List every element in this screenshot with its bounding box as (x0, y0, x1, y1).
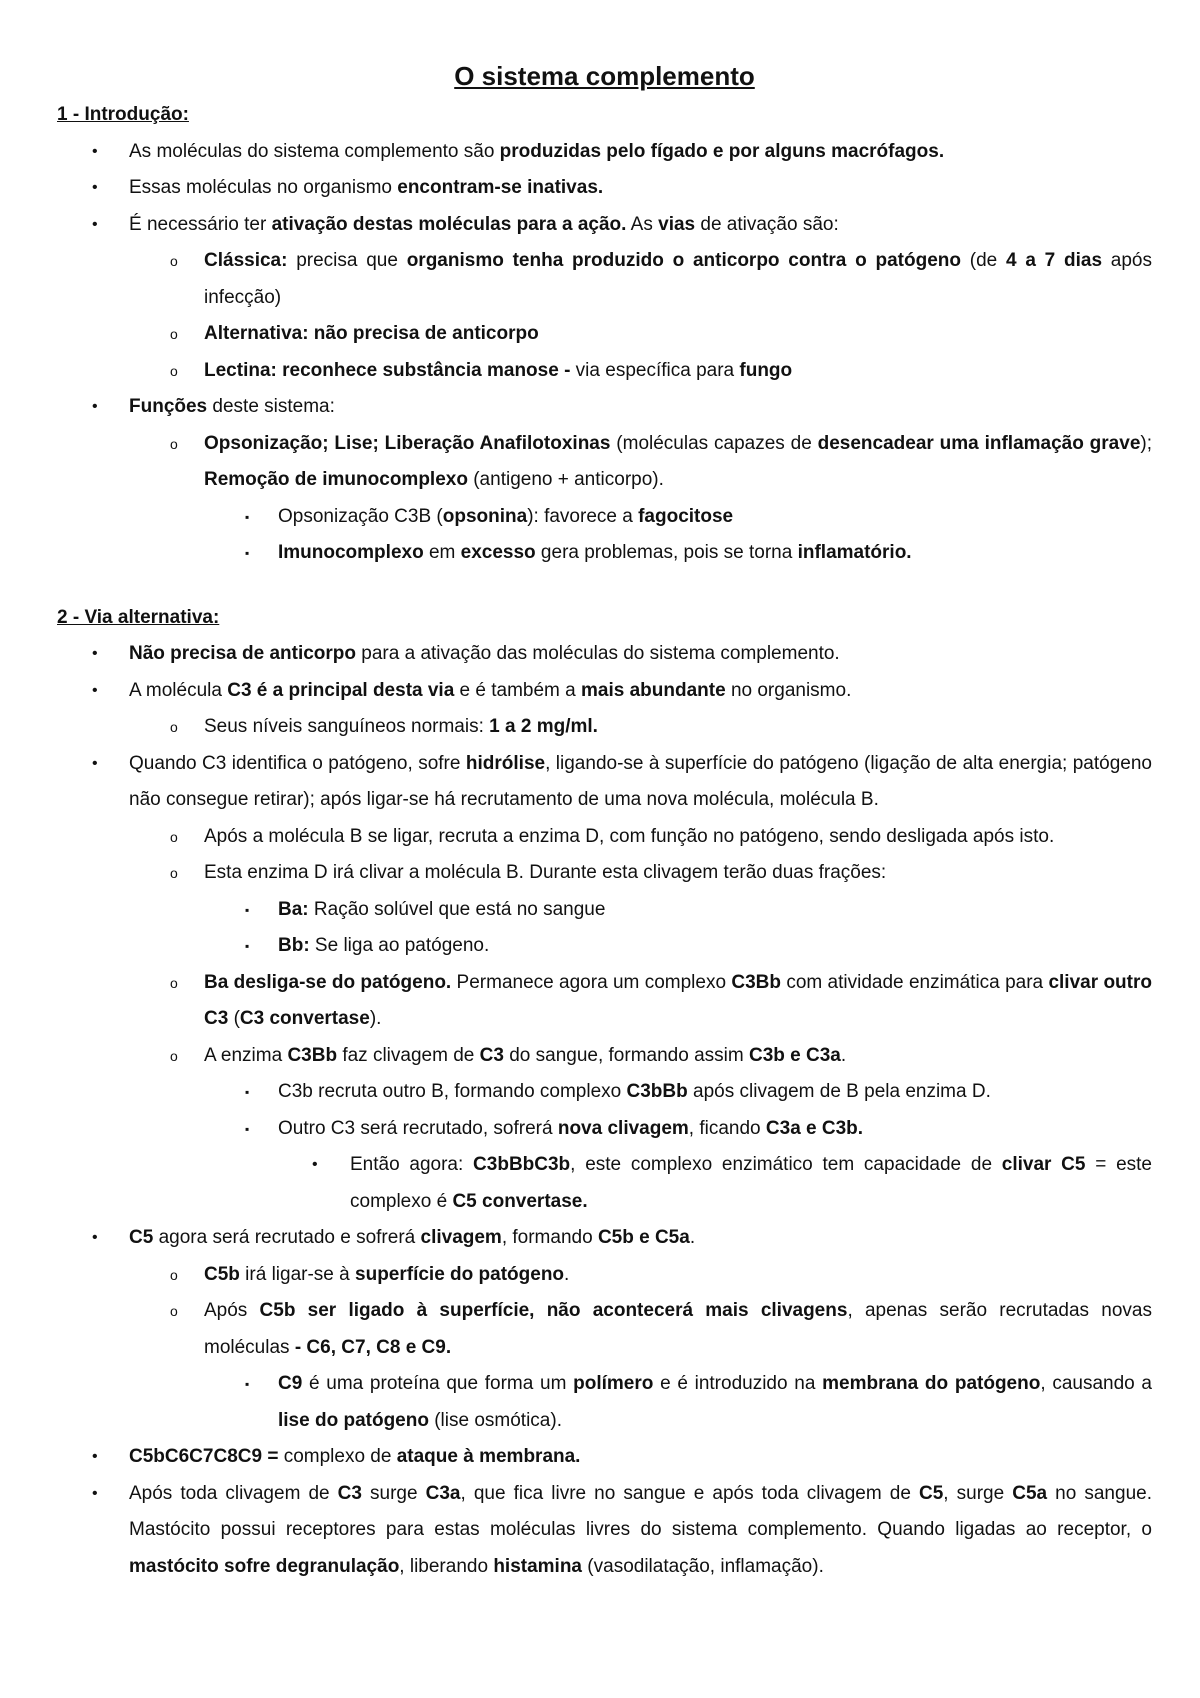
list-marker: • (92, 1229, 98, 1246)
bold-text: Funções (129, 396, 208, 417)
bold-text: 1 a 2 mg/ml. (489, 716, 598, 737)
bold-text: C3Bb (287, 1044, 338, 1066)
list-item (57, 855, 1152, 892)
text: deste sistema: (207, 396, 335, 417)
section-1 (57, 97, 1152, 572)
bold-text: C3bBb (626, 1081, 688, 1102)
text: Após toda clivagem de (129, 1482, 338, 1504)
bold-text: Alternativa: não precisa de anticorpo (204, 323, 539, 344)
bold-text: ataque à membrana. (396, 1446, 581, 1467)
text: e é introduzido na (653, 1373, 823, 1394)
text: , ficando (688, 1117, 766, 1139)
text: Se liga ao patógeno. (309, 935, 490, 956)
text: (antigeno + anticorpo). (467, 469, 664, 490)
text: = este complexo é (350, 1154, 1152, 1212)
bold-text: fungo (739, 359, 793, 381)
list-item (57, 892, 1152, 929)
text: complexo de (278, 1446, 397, 1467)
list-marker: o (170, 1047, 178, 1064)
list-marker: • (92, 754, 98, 772)
bold-text: C5b (204, 1263, 240, 1285)
bold-text: C5 (129, 1227, 154, 1248)
text: As (626, 213, 659, 235)
text: , que fica livre no sangue e após toda clivagem de (460, 1482, 919, 1504)
bold-text: C3a (425, 1482, 461, 1504)
text: Opsonização C3B ( (278, 505, 443, 527)
list-item (57, 1293, 1152, 1366)
list-marker: ▪ (245, 1085, 250, 1099)
bold-text: Bb: (278, 935, 310, 956)
list-item (57, 243, 1152, 316)
list-marker: o (170, 435, 178, 452)
text: ). (369, 1008, 382, 1029)
list-item (57, 928, 1152, 965)
bold-text: Opsonização; Lise; Liberação Anafilotoxinas (204, 432, 611, 454)
bold-text: C5 (918, 1482, 944, 1504)
bold-text: fagocitose (638, 505, 734, 527)
list-item (57, 1038, 1152, 1075)
bold-text: superfície do patógeno (355, 1263, 565, 1285)
text: , ligando-se à superfície do patógeno (ligação de alta energia; patógeno não consegue retirar); após ligar-se há recrutamento de uma nova molécula, molécula B. (129, 752, 1152, 810)
text: Quando C3 identifica o patógeno, sofre (129, 752, 466, 774)
list-marker: o (170, 974, 178, 991)
text: , apenas serão recrutadas novas moléculas (204, 1300, 1152, 1358)
list-item (57, 207, 1152, 244)
list-marker: • (92, 215, 98, 233)
text: de ativação são: (695, 213, 839, 235)
section-heading: 1 - Introdução: (57, 104, 189, 125)
list-marker: ▪ (245, 546, 250, 560)
bold-text: ativação destas moléculas para a ação. (271, 213, 627, 235)
bold-text: 4 a 7 dias (1006, 250, 1103, 271)
text: (moléculas capazes de (610, 432, 818, 454)
section-spacer (57, 572, 1152, 600)
list-marker: • (92, 142, 98, 160)
text: A enzima (204, 1044, 288, 1066)
list-item (57, 1074, 1152, 1111)
bullet-list (57, 134, 1152, 572)
text: C3b recruta outro B, formando complexo (278, 1081, 627, 1102)
list-item (57, 965, 1152, 1038)
text: irá ligar-se à (239, 1263, 356, 1285)
list-marker: o (170, 1266, 178, 1283)
text: Esta enzima D irá clivar a molécula B. Durante esta clivagem terão duas frações: (204, 862, 887, 883)
bold-text: C3Bb (731, 971, 781, 993)
bold-text: C5bC6C7C8C9 = (129, 1446, 279, 1467)
bold-text: Não precisa de anticorpo (129, 643, 357, 664)
bold-text: Lectina: reconhece substância manose - (204, 359, 571, 381)
list-item (57, 535, 1152, 572)
bold-text: vias (658, 213, 696, 235)
bold-text: membrana do patógeno (822, 1373, 1041, 1394)
bold-text: Ba desliga-se do patógeno. (204, 971, 452, 993)
list-marker: o (170, 828, 178, 845)
text: É necessário ter (129, 213, 272, 235)
bold-text: Remoção de imunocomplexo (204, 469, 468, 490)
text: precisa que (287, 250, 407, 271)
bold-text: C3 (479, 1044, 504, 1066)
list-marker: o (170, 326, 178, 342)
bold-text: C3 convertase (239, 1008, 370, 1029)
list-item (57, 1257, 1152, 1294)
document-body (57, 97, 1152, 1585)
list-item (57, 746, 1152, 819)
list-item (57, 1111, 1152, 1148)
list-marker: • (92, 681, 98, 699)
bold-text: Imunocomplexo (278, 542, 424, 563)
text: , este complexo enzimático tem capacidade de (570, 1154, 1002, 1175)
text: A molécula (129, 679, 228, 701)
list-item (57, 1147, 1152, 1220)
text: . (689, 1227, 696, 1248)
text: Ração solúvel que está no sangue (308, 898, 606, 920)
bold-text: C3bBbC3b (473, 1154, 571, 1175)
document-title: O sistema complemento (454, 61, 755, 91)
text: Permanece agora um complexo (451, 971, 732, 993)
list-item (57, 709, 1152, 746)
text: e é também a (454, 679, 582, 701)
section-heading: 2 - Via alternativa: (57, 606, 220, 628)
section-2 (57, 600, 1152, 1586)
list-item (57, 353, 1152, 390)
text: , liberando (399, 1555, 494, 1577)
bold-text: clivagem (420, 1227, 502, 1248)
bold-text: organismo tenha produzido o anticorpo contra o patógeno (406, 250, 961, 271)
text: ( (228, 1008, 240, 1029)
list-item (57, 1366, 1152, 1439)
text: (lise osmótica). (428, 1409, 562, 1431)
text: Então agora: (350, 1154, 474, 1175)
list-marker: • (312, 1156, 318, 1173)
list-marker: o (170, 1303, 178, 1319)
text: com atividade enzimática para (780, 971, 1049, 993)
text: . (840, 1044, 847, 1066)
text: Outro C3 será recrutado, sofrerá (278, 1117, 558, 1139)
text: Essas moléculas no organismo (129, 177, 398, 198)
text: faz clivagem de (337, 1044, 480, 1066)
text: Seus níveis sanguíneos normais: (204, 716, 490, 737)
list-item (57, 170, 1152, 207)
bold-text: C5 convertase. (452, 1190, 588, 1212)
bold-text: clivar outro C3 (204, 971, 1152, 1029)
bold-text: C5b ser ligado à superfície, não acontecerá mais clivagens (259, 1300, 848, 1321)
bold-text: Clássica: (204, 250, 288, 271)
bold-text: inflamatório. (797, 542, 912, 563)
list-item (57, 499, 1152, 536)
text: no organismo. (725, 679, 852, 701)
list-item (57, 316, 1152, 353)
list-marker: ▪ (245, 509, 250, 524)
text: agora será recrutado e sofrerá (153, 1227, 421, 1248)
text: gera problemas, pois se torna (535, 542, 798, 563)
text: , surge (943, 1482, 1013, 1504)
list-marker: • (92, 179, 98, 196)
bold-text: polímero (573, 1373, 654, 1394)
list-marker: • (92, 398, 98, 415)
text: em (423, 542, 461, 563)
list-item (57, 426, 1152, 499)
bold-text: mastócito sofre degranulação (129, 1555, 400, 1577)
text: ); (1140, 432, 1152, 454)
bold-text: desencadear uma inflamação grave (817, 432, 1141, 454)
list-item (57, 673, 1152, 710)
text: para a ativação das moléculas do sistema complemento. (356, 643, 840, 664)
bold-text: mais abundante (581, 679, 726, 701)
text: (de (961, 250, 1006, 271)
list-item (57, 1439, 1152, 1476)
bold-text: Ba: (278, 898, 309, 920)
bold-text: - C6, C7, C8 e C9. (294, 1336, 452, 1358)
text: , causando a (1040, 1373, 1152, 1394)
bold-text: C3a e C3b. (765, 1117, 864, 1139)
bold-text: lise do patógeno (278, 1409, 429, 1431)
list-marker: ▪ (245, 902, 250, 917)
text: no sangue. Mastócito possui receptores para estas moléculas livres do sistema complemento. Quando ligadas ao receptor, o (129, 1482, 1152, 1540)
text: Após (204, 1300, 260, 1321)
list-marker: • (92, 1484, 98, 1502)
bold-text: opsonina (442, 505, 528, 527)
bold-text: nova clivagem (557, 1117, 689, 1139)
list-item (57, 636, 1152, 673)
bold-text: C5a (1012, 1482, 1048, 1504)
bold-text: hidrólise (465, 752, 546, 774)
list-marker: o (170, 253, 178, 269)
list-marker: o (170, 865, 178, 881)
text: As moléculas do sistema complemento são (129, 140, 500, 162)
bold-text: C3 é a principal desta via (227, 679, 455, 701)
list-item (57, 389, 1152, 426)
list-item (57, 134, 1152, 171)
text: (vasodilatação, inflamação). (582, 1555, 824, 1577)
bold-text: clivar C5 (1001, 1154, 1086, 1175)
text: surge (361, 1482, 426, 1504)
bold-text: excesso (460, 542, 536, 563)
bold-text: C5b e C5a (597, 1227, 690, 1248)
bold-text: produzidas pelo fígado e por alguns macrófagos. (499, 140, 945, 162)
list-marker: • (92, 645, 98, 662)
text: , formando (501, 1227, 598, 1248)
bullet-list (57, 636, 1152, 1585)
text: após clivagem de B pela enzima D. (687, 1081, 991, 1102)
text: . (564, 1263, 570, 1285)
list-item (57, 1220, 1152, 1257)
text: é uma proteína que forma um (302, 1373, 574, 1394)
list-marker: ▪ (245, 1377, 250, 1391)
bold-text: C9 (278, 1373, 303, 1394)
text: Após a molécula B se ligar, recruta a enzima D, com função no patógeno, sendo desligada após isto. (204, 825, 1055, 847)
text: do sangue, formando assim (503, 1044, 749, 1066)
text: ): favorece a (527, 505, 639, 527)
list-item (57, 1476, 1152, 1586)
list-marker: o (170, 719, 178, 735)
text: após infecção) (204, 250, 1152, 308)
list-marker: ▪ (245, 939, 250, 953)
list-marker: • (92, 1448, 98, 1465)
bold-text: C3b e C3a (748, 1044, 841, 1066)
list-marker: o (170, 362, 178, 379)
list-item (57, 819, 1152, 856)
list-marker: ▪ (245, 1121, 250, 1136)
text: via específica para (570, 359, 740, 381)
bold-text: C3 (337, 1482, 362, 1504)
bold-text: encontram-se inativas. (397, 177, 604, 198)
bold-text: histamina (493, 1555, 583, 1577)
